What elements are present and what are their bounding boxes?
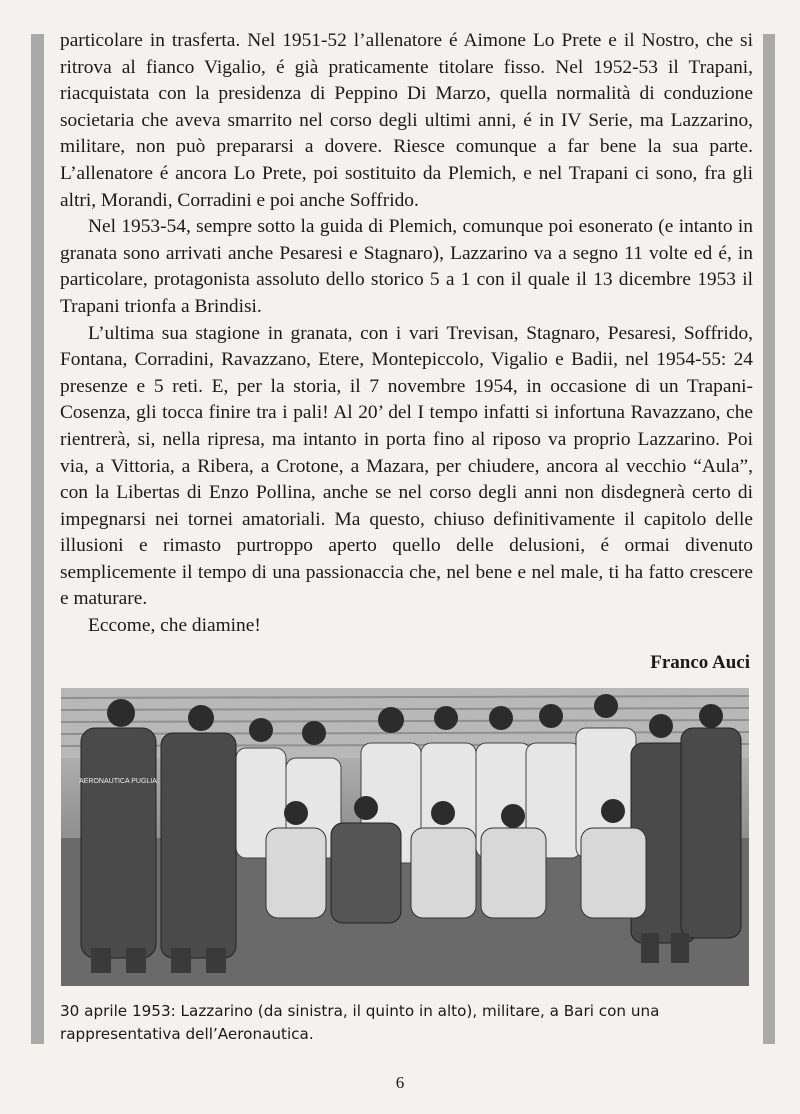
- paragraph-1: particolare in trasferta. Nel 1951-52 l’allenatore é Aimone Lo Prete e il Nostro, che si ritrova al fianco Vigalio, é già praticamente titolare fisso. Nel 1952-53 il Trapani, riacquistata con la presidenza di Peppino Di Marzo, quella normalità di conduzione societaria che aveva smarrito nel corso degli ultimi anni, é in IV Serie, ma Lazzarino, militare, non può prepararsi a dovere. Riesce comunque a far bene la sua parte. L’allenatore é ancora Lo Prete, poi sostituito da Plemich, e nel Trapani ci sono, fra gli altri, Morandi, Corradini e poi anche Soffrido.: [60, 30, 753, 211]
- paragraph-2: Nel 1953-54, sempre sotto la guida di Plemich, comunque poi esonerato (e intanto in granata sono arrivati anche Pesaresi e Stagnaro), Lazzarino va a segno 11 volte ed é, in particolare, protagonista assoluto dello storico 5 a 1 con il quale il 13 dicembre 1953 il Trapani trionfa a Brindisi.: [60, 216, 753, 317]
- team-photo: [61, 688, 749, 986]
- sweater-lettering: AERONAUTICA PUGLIA: [79, 778, 157, 785]
- paragraph-3: L’ultima sua stagione in granata, con i vari Trevisan, Stagnaro, Pesaresi, Soffrido, Fontana, Corradini, Ravazzano, Etere, Montepiccolo, Vigalio e Badii, nel 1954-55: 24 presenze e 5 reti. E, per la storia, il 7 novembre 1954, in occasione di un Trapani-Cosenza, gli tocca finire tra i pali! Al 20’ del I tempo infatti si infortuna Ravazzano, che rientrerà, si, nella ripresa, ma intanto in porta fino al riposo va proprio Lazzarino. Poi via, a Vittoria, a Ribera, a Crotone, a Mazara, per chiudere, ancora al vecchio “Aula”, con la Libertas di Enzo Pollina, anche se nel corso degli anni non disdegnerà certo di impegnarsi nei tornei amatoriali. Ma questo, chiuso definitivamente il capitolo delle illusioni e rimasto purtroppo aperto quello delle delusioni, é ormai divenuto semplicemente il tempo di una passionaccia che, nel bene e nel male, ti ha fatto crescere e maturare.: [60, 322, 753, 610]
- author-signature: Franco Auci: [650, 652, 750, 673]
- page-number: 6: [395, 1073, 405, 1092]
- article-body: [60, 28, 753, 640]
- paragraph-4: Eccome, che diamine!: [88, 615, 261, 637]
- left-margin-bar: [31, 34, 44, 1044]
- right-margin-bar: [763, 34, 775, 1044]
- team-photo-illustration: [61, 688, 749, 986]
- photo-caption: 30 aprile 1953: Lazzarino (da sinistra, il quinto in alto), militare, a Bari con una rappresentativa dell’Aeronautica.: [60, 1002, 660, 1043]
